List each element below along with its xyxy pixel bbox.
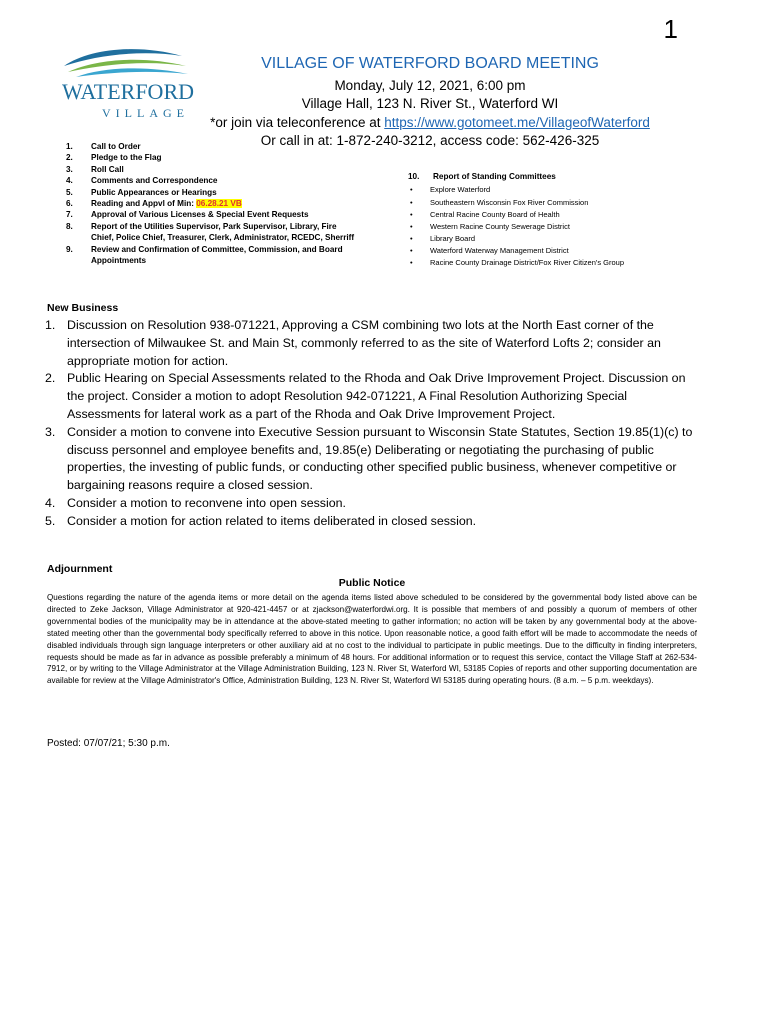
business-item (45, 370, 695, 423)
meeting-date-time: Monday, July 12, 2021, 6:00 pm (334, 78, 526, 93)
business-item-number: 3. (45, 424, 56, 439)
business-item-number: 5. (45, 513, 56, 528)
agenda-item (66, 141, 356, 152)
agenda-item (66, 244, 356, 267)
logo-wordmark: WATERFORD (62, 79, 195, 104)
business-item-number: 1. (45, 318, 56, 332)
wave-swoosh-icon (50, 44, 200, 84)
posted-timestamp: Posted: 07/07/21; 5:30 p.m. (47, 738, 170, 749)
business-item-number: 2. (45, 371, 56, 386)
public-notice-title: Public Notice (338, 577, 406, 589)
agenda-item-text: Reading and Appvl of Min: (91, 199, 197, 209)
agenda-item-number: 4. (66, 176, 73, 186)
agenda-item-number: 8. (66, 221, 73, 231)
committee-item: • Waterford Waterway Management District (408, 245, 708, 257)
meeting-title: VILLAGE OF WATERFORD BOARD MEETING (261, 55, 599, 72)
teleconference-prefix: *or join via teleconference at (210, 115, 385, 130)
business-item (45, 495, 695, 513)
agenda-item (66, 198, 356, 209)
agenda-item-number: 3. (66, 164, 73, 174)
agenda-list (66, 141, 356, 266)
agenda-item-text: Pledge to the Flag (91, 153, 162, 163)
agenda-item (66, 187, 356, 198)
business-item-text: Consider a motion to reconvene into open session. (67, 495, 346, 510)
business-item-text: Consider a motion for action related to items deliberated in closed session. (67, 513, 477, 528)
agenda-item (66, 175, 356, 186)
agenda-item-text: Report of the Utilities Supervisor, Park Supervisor, Library, Fire Chief, Police Chief, Treasurer, Clerk, Administrator, RCEDC, Sherriff (91, 221, 355, 243)
business-item (45, 513, 695, 531)
page-number: 1 (663, 14, 678, 44)
agenda-item (66, 209, 356, 220)
agenda-item-number: 7. (66, 210, 73, 220)
agenda-item (66, 164, 356, 175)
committee-item: • Western Racine County Sewerage District (408, 221, 708, 233)
teleconference-line (200, 115, 660, 130)
agenda-item (66, 152, 356, 163)
agenda-item-number: 1. (66, 142, 73, 151)
agenda-item-text: Public Appearances or Hearings (91, 187, 217, 197)
public-notice-body: Questions regarding the nature of the agenda items or more detail on the agenda items listed above scheduled to be considered by the governmental body listed above can be directed to Zeke Jackson, Village Administrator at 920-421-4457 or at zjackson@waterfordwi.org. It is possible that members of and possibly a quorum of members of other governmental bodies of the municipality may be in attendance at the above-stated meeting to gather information; no action will be taken by any governmental body at the above-stated meeting other than the governmental body specifically referred to above in this notice. Upon reasonable notice, a good faith effort will be made to accommodate the needs of disabled individuals through sign language interpreters or other auxiliary aid at no cost to the individual to participate in public meetings. Due to the difficulty in finding interpreters, requests should be made as far in advance as possible preferably a minimum of 48 hours. For additional information or to request this service, contact the Village Staff at 262-534-7912, or by writing to the Village Administrator at the Village Administration Building, 123 N. River St, Waterford WI, 53185 Copies of reports and other supporting documentation are available for review at the Village Administrator's Office, Administration Building, 123 N. River St, Waterford WI 53185 during operating hours. (8 a.m. – 5 p.m. weekdays). (47, 593, 697, 686)
agenda-item (408, 171, 708, 182)
agenda-list-continued (408, 171, 708, 182)
agenda-item-number: 10. (408, 172, 420, 181)
adjournment-heading: Adjournment (47, 563, 113, 575)
agenda-item-text: Approval of Various Licenses & Special Event Requests (91, 210, 309, 220)
standing-committees (408, 171, 708, 269)
business-item-text: Consider a motion to convene into Executive Session pursuant to Wisconsin State Statutes, Section 19.85(1)(c) to discuss personnel and employee benefits and, 19.85(e) Deliberating or negotiating the purchasing of public properties, the investing of public funds, or conducting other specified public business, whenever competitive or bargaining reasons require a closed session. (67, 424, 693, 493)
minutes-date-highlight: 06.28.21 VB (196, 199, 242, 209)
agenda-item (66, 221, 356, 244)
agenda-item-number: 6. (66, 199, 73, 209)
agenda-item-number: 2. (66, 153, 73, 163)
logo-subtitle: VILLAGE (102, 106, 189, 120)
committee-item: • Southeastern Wisconsin Fox River Commission (408, 197, 708, 209)
waterford-logo (50, 44, 200, 134)
committee-item: • Explore Waterford (408, 184, 708, 196)
agenda-item-text: Report of Standing Committees (433, 172, 556, 181)
business-item (45, 317, 695, 370)
agenda-item-text: Comments and Correspondence (91, 176, 218, 186)
agenda-item-text: Call to Order (91, 142, 141, 151)
agenda-item-number: 5. (66, 187, 73, 197)
business-item-text: Public Hearing on Special Assessments related to the Rhoda and Oak Drive Improvement Project. Discussion on the project. Consider a motion to adopt Resolution 942-071221, A Final Resolution Authorizing Special Assessments for lateral work as a part of the Rhoda and Oak Drive Improvement Project. (67, 371, 686, 421)
agenda-item-number: 9. (66, 244, 73, 254)
committee-item: • Library Board (408, 233, 708, 245)
business-item-number: 4. (45, 495, 56, 510)
committee-list (408, 184, 708, 269)
teleconference-link[interactable]: https://www.gotomeet.me/VillageofWaterford (384, 115, 650, 130)
call-in-info: Or call in at: 1-872-240-3212, access code: 562-426-325 (260, 133, 600, 148)
meeting-location: Village Hall, 123 N. River St., Waterford WI (301, 96, 559, 111)
agenda-item-text: Review and Confirmation of Committee, Commission, and Board Appointments (91, 244, 343, 266)
new-business-list (45, 317, 695, 531)
committee-item: • Central Racine County Board of Health (408, 209, 708, 221)
new-business-heading: New Business (47, 302, 119, 314)
business-item (45, 424, 695, 495)
agenda-item-text: Roll Call (91, 164, 124, 174)
business-item-text: Discussion on Resolution 938-071221, Approving a CSM combining two lots at the North East corner of the intersection of Milwaukee St. and Main St, commonly referred to as the site of Waterford Lofts 2; consider an appropriate motion for action. (67, 318, 661, 368)
committee-item: • Racine County Drainage District/Fox River Citizen's Group (408, 257, 708, 269)
